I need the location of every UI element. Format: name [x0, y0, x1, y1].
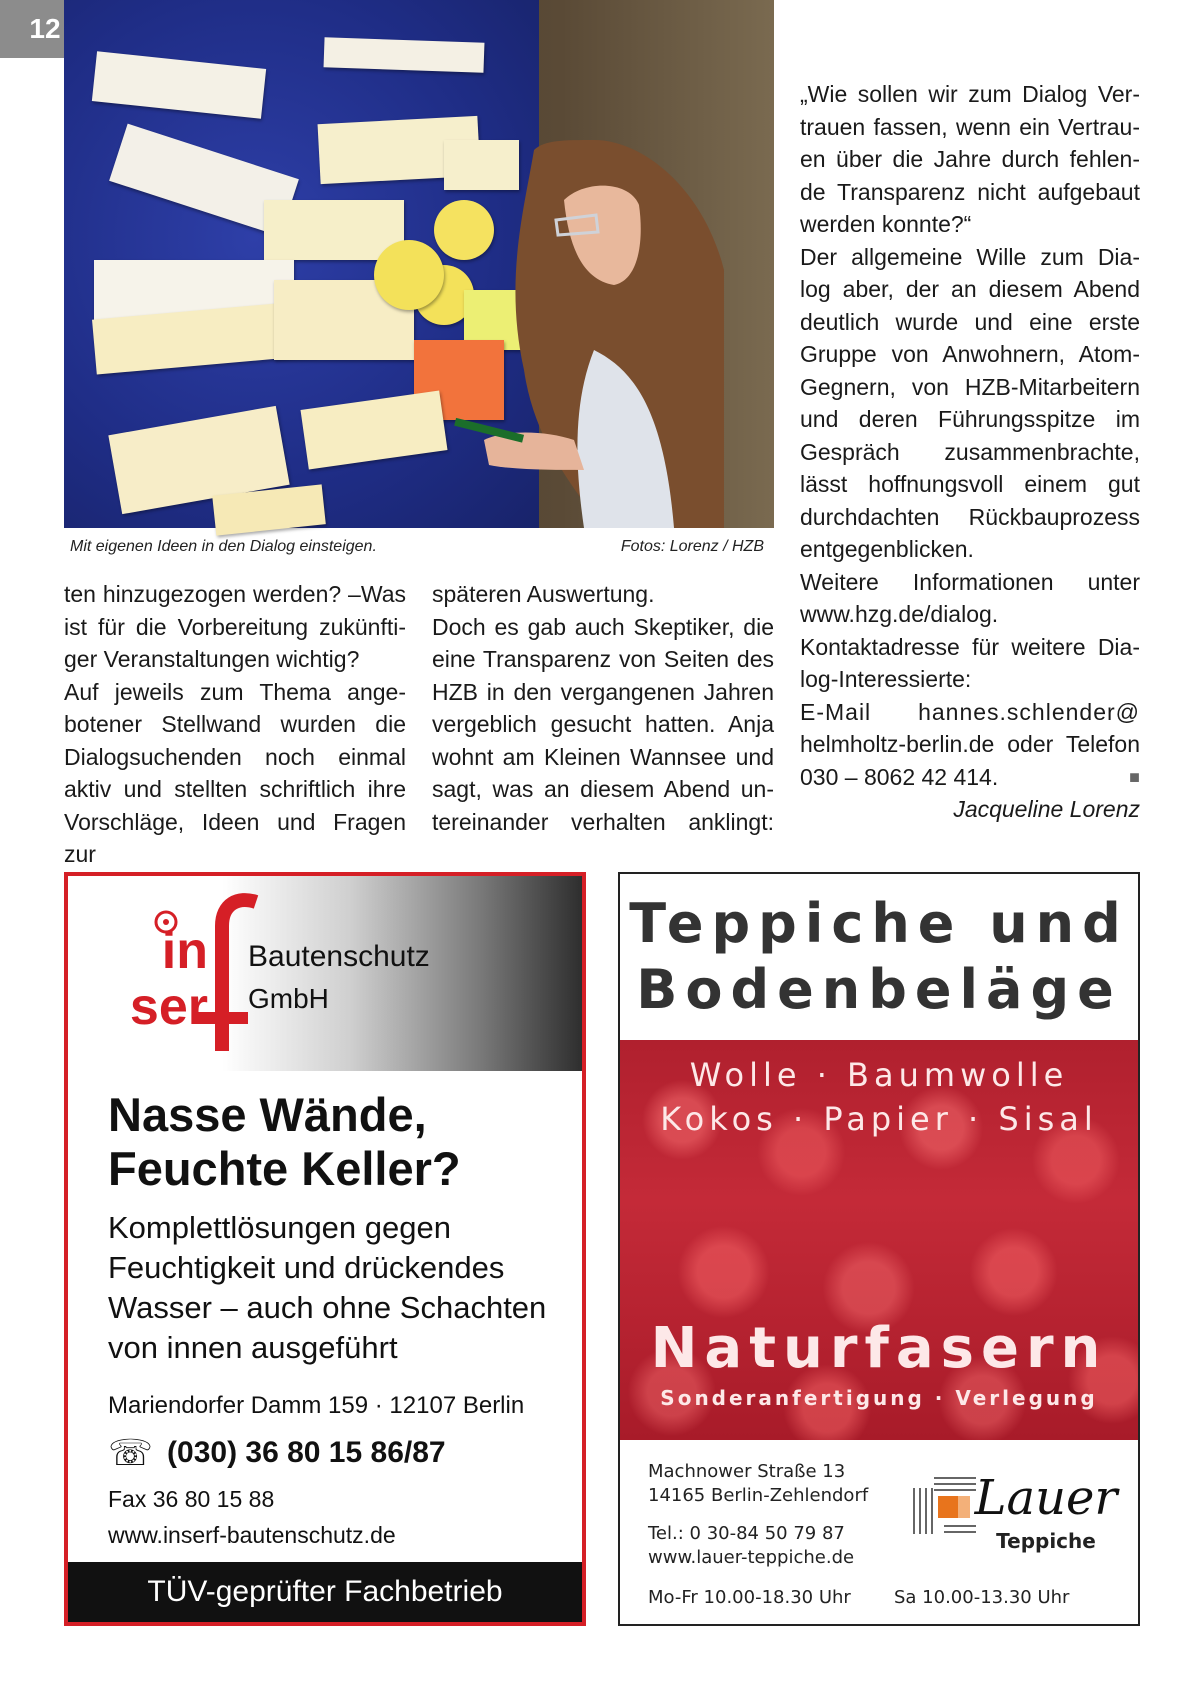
services-line: Sonderanfertigung · Verlegung: [660, 1386, 1098, 1410]
logo-text-in: in: [161, 922, 208, 980]
text-line: trauen fassen, wenn ein Vertrau-: [800, 113, 1140, 140]
text-line: en über die Jahre durch fehlen-: [800, 146, 1140, 172]
text-line: und deren Führungsspitze im: [800, 406, 1140, 432]
wool-texture-panel: [620, 1040, 1138, 1440]
text-line: ist für die Vorbereitung zukünfti-: [64, 613, 406, 640]
text-line: wohnt am Kleinen Wannsee und: [432, 743, 774, 770]
brand-subtitle: Teppiche: [996, 1529, 1096, 1553]
article-column-1: [64, 578, 406, 871]
text-line: Gruppe von Anwohnern, Atom-: [800, 341, 1140, 367]
photo-credit: Fotos: Lorenz / HZB: [620, 538, 764, 555]
text-line: Doch es gab auch Skeptiker, die: [432, 613, 774, 640]
text-line: [800, 761, 1140, 794]
end-mark-icon: ■: [1129, 766, 1140, 787]
company-form: GmbH: [248, 983, 329, 1014]
article-column-3: [800, 78, 1140, 826]
text-line: botener Stellwand wurden die: [64, 711, 406, 737]
text-line: Auf jeweils zum Thema ange-: [64, 678, 406, 705]
headline-line-1: Nasse Wände,: [108, 1088, 427, 1141]
text-line: Der allgemeine Wille zum Dia-: [800, 243, 1140, 270]
text-line: ger Veranstaltungen wichtig?: [64, 646, 360, 672]
text-line: ten hinzugezogen werden? –Was: [64, 581, 406, 607]
text-line: Gegnern, von HZB-Mitarbeitern: [800, 373, 1140, 400]
text-line: helmholtz-berlin.de oder Telefon: [800, 731, 1140, 757]
logo-text-ser: ser: [129, 978, 208, 1036]
title-line-1: Teppiche und: [629, 892, 1129, 955]
headline-line-2: Feuchte Keller?: [108, 1142, 461, 1195]
materials-line-2: Kokos · Papier · Sisal: [660, 1100, 1098, 1138]
text-line: Kontaktadresse für weitere Dia-: [800, 633, 1140, 660]
text-line: de Transparenz nicht aufgebaut: [800, 178, 1140, 205]
text-line: lässt hoffnungsvoll einem gut: [800, 471, 1140, 497]
body-line: von innen ausgeführt: [108, 1330, 398, 1365]
article-column-2: [432, 578, 774, 838]
telephone-icon: ☏: [108, 1432, 154, 1473]
ad-inserf-phone-row: [108, 1432, 446, 1474]
ad-lauer-phone: Tel.: 0 30-84 50 79 87: [648, 1523, 845, 1544]
ad-inserf-website[interactable]: www.inserf-bautenschutz.de: [108, 1522, 396, 1548]
company-name: Bautenschutz: [248, 940, 430, 973]
page-number: 12: [0, 0, 90, 58]
ad-lauer-address: [648, 1460, 868, 1508]
text-line: aktiv und stellten schriftlich ihre: [64, 776, 406, 802]
tuv-badge: TÜV-geprüfter Fachbetrieb: [68, 1562, 582, 1622]
text-line: Gespräch zusammenbrachte,: [800, 438, 1140, 465]
text-line: sagt, was an diesem Abend un-: [432, 776, 774, 802]
inserf-logo: [88, 886, 430, 1066]
text-line: eine Transparenz von Seiten des: [432, 646, 774, 672]
materials-line-1: Wolle · Baumwolle: [689, 1056, 1069, 1094]
phone-line: 030 – 8062 42 414.: [800, 763, 999, 790]
ad-lauer-contact: [648, 1522, 854, 1570]
body-line: Wasser – auch ohne Schachten: [108, 1290, 547, 1325]
brand-name: Lauer: [974, 1470, 1118, 1526]
text-line: deutlich wurde und eine erste: [800, 308, 1140, 335]
text-line: Dialogsuchenden noch einmal: [64, 743, 406, 770]
ad-inserf-headline: [108, 1088, 461, 1196]
text-line: werden konnte?“: [800, 211, 972, 237]
naturfasern-headline: Naturfasern: [650, 1316, 1108, 1381]
ad-inserf: [64, 872, 586, 1626]
ad-inserf-fax: Fax 36 80 15 88: [108, 1486, 275, 1512]
text-line: Weitere Informationen unter: [800, 568, 1140, 595]
street: Machnower Straße 13: [648, 1461, 846, 1482]
text-line: www.hzg.de/dialog.: [800, 601, 999, 627]
text-line: „Wie sollen wir zum Dialog Ver-: [800, 81, 1140, 107]
body-line: Komplettlösungen gegen: [108, 1210, 451, 1245]
title-line-2: Bodenbeläge: [636, 958, 1122, 1021]
text-line: log-Interessierte:: [800, 666, 972, 692]
text-line: HZB in den vergangenen Jahren: [432, 678, 774, 705]
article-photo: [64, 0, 774, 528]
ad-inserf-address: Mariendorfer Damm 159 · 12107 Berlin: [108, 1392, 525, 1419]
hours-weekday: Mo-Fr 10.00-18.30 Uhr: [648, 1587, 851, 1608]
text-line: Vorschläge, Ideen und Fragen zur: [64, 808, 406, 867]
ad-lauer-title: [620, 874, 1138, 1040]
body-line: Feuchtigkeit und drückendes: [108, 1250, 505, 1285]
ad-lauer: [618, 872, 1140, 1626]
text-line: E-Mail hannes.schlender@: [800, 698, 1140, 725]
text-line: späteren Auswertung.: [432, 581, 655, 607]
ad-inserf-phone: (030) 36 80 15 86/87: [167, 1436, 446, 1469]
article-author: Jacqueline Lorenz: [953, 796, 1140, 822]
text-line: entgegenblicken.: [800, 536, 974, 562]
city: 14165 Berlin-Zehlendorf: [648, 1485, 869, 1506]
hours-saturday: Sa 10.00-13.30 Uhr: [894, 1587, 1070, 1608]
text-line: vergeblich gesucht hatten. Anja: [432, 711, 774, 737]
photo-caption: Mit eigenen Ideen in den Dialog einsteigen.: [70, 538, 377, 555]
lauer-logo: [904, 1456, 1134, 1566]
person-writing: [464, 110, 724, 528]
text-line: log aber, der an diesem Abend: [800, 276, 1140, 302]
text-line: tereinander verhalten anklingt:: [432, 808, 774, 835]
ad-inserf-body: [108, 1208, 546, 1368]
ad-lauer-website[interactable]: www.lauer-teppiche.de: [648, 1547, 855, 1568]
text-line: durchdachten Rückbauprozess: [800, 503, 1140, 530]
